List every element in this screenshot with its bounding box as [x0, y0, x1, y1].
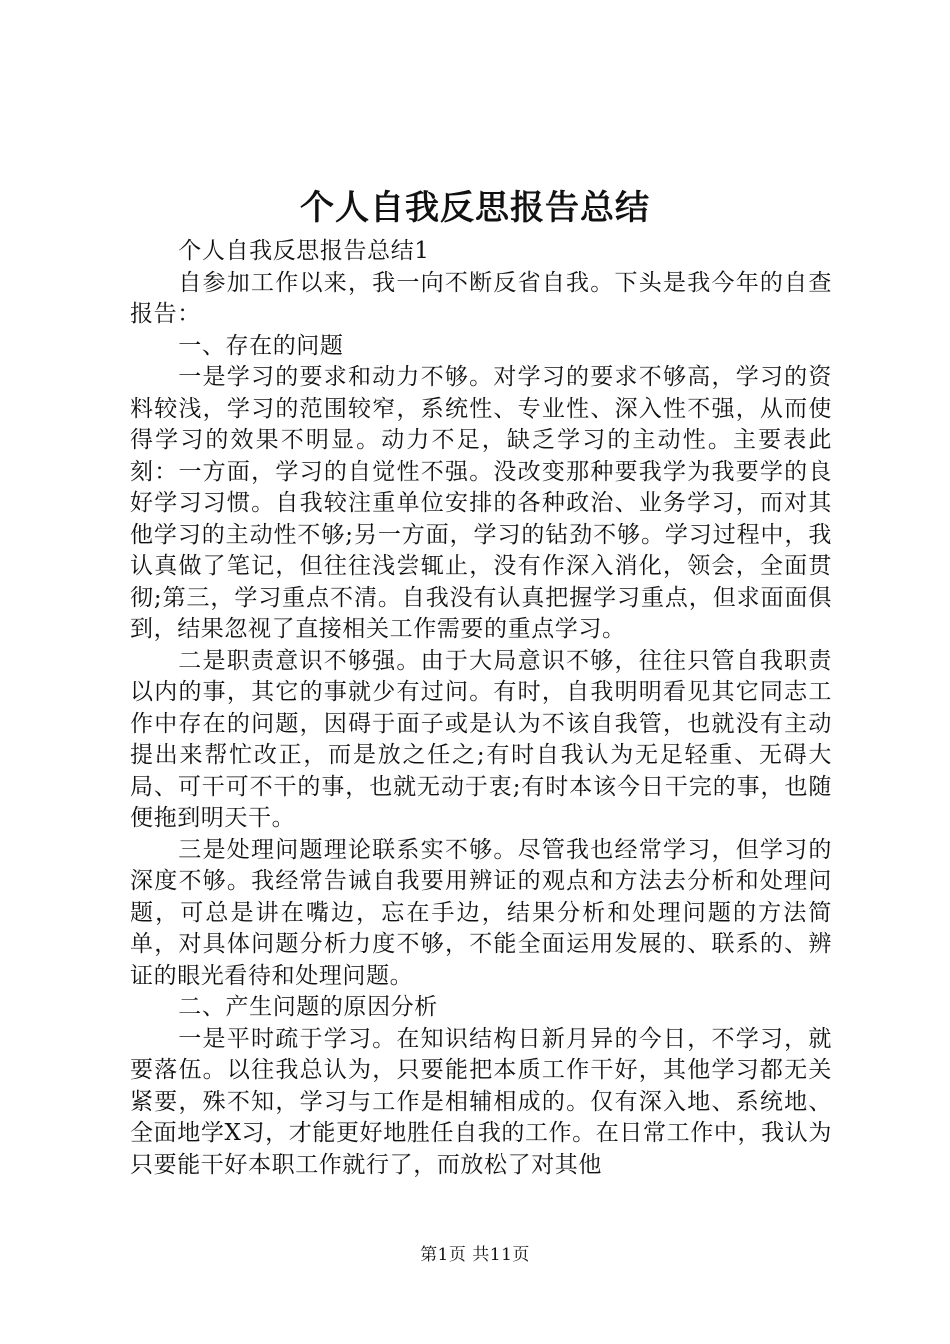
paragraph: 一是学习的要求和动力不够。对学习的要求不够高，学习的资料较浅，学习的范围较窄，系统性、专业性、深入性不强，从而使得学习的效果不明显。动力不足，缺乏学习的主动性。主要表此刻：一方面，学习的自觉性不强。没改变那种要我学为我要学的良好学习习惯。自我较注重单位安排的各种政治、业务学习，而对其他学习的主动性不够;另一方面，学习的钻劲不够。学习过程中，我认真做了笔记，但往往浅尝辄止，没有作深入消化，领会，全面贯彻;第三，学习重点不清。自我没有认真把握学习重点，但求面面俱到，结果忽视了直接相关工作需要的重点学习。 [130, 364, 832, 642]
paragraph: 三是处理问题理论联系实不够。尽管我也经常学习，但学习的深度不够。我经常告诫自我要用辨证的观点和方法去分析和处理问题，可总是讲在嘴边，忘在手边，结果分析和处理问题的方法简单，对具体问题分析力度不够，不能全面运用发展的、联系的、辨证的眼光看待和处理问题。 [130, 836, 832, 989]
document-title: 个人自我反思报告总结 [300, 188, 650, 228]
section-heading: 二、产生问题的原因分析 [178, 994, 438, 1020]
paragraph: 二是职责意识不够强。由于大局意识不够，往往只管自我职责以内的事，其它的事就少有过问。有时，自我明明看见其它同志工作中存在的问题，因碍于面子或是认为不该自我管，也就没有主动提出来帮忙改正，而是放之任之;有时自我认为无足轻重、无碍大局、可干可不干的事，也就无动于衷;有时本该今日干完的事，也随便拖到明天干。 [130, 647, 832, 831]
section-heading: 一、存在的问题 [178, 332, 344, 359]
document-body [130, 236, 832, 1181]
paragraph: 一是平时疏于学习。在知识结构日新月异的今日，不学习，就要落伍。以往我总认为，只要能把本质工作干好，其他学习都无关紧要，殊不知，学习与工作是相辅相成的。仅有深入地、系统地、全面地学X习，才能更好地胜任自我的工作。在日常工作中，我认为只要能干好本职工作就行了，而放松了对其他 [130, 1025, 832, 1178]
section-heading: 个人自我反思报告总结1 [178, 238, 430, 264]
paragraph: 自参加工作以来，我一向不断反省自我。下头是我今年的自查报告： [130, 269, 832, 327]
page-number: 第1页 共11页 [420, 1245, 530, 1265]
